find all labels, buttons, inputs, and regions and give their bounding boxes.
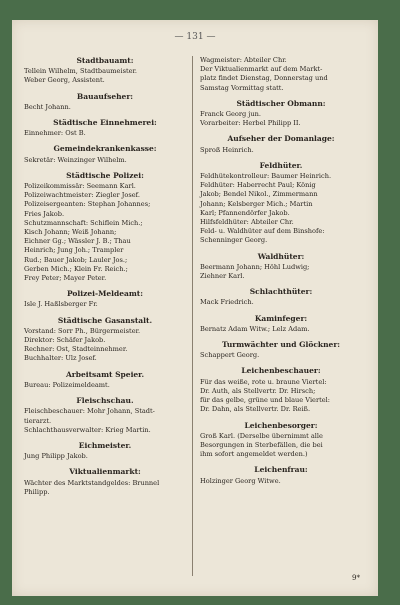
entry-line: Isle J. Haßlsberger Fr. xyxy=(24,300,98,309)
section-heading: Bauaufseher: xyxy=(76,91,134,101)
entry-line: Buchhalter: Ulz Josef. xyxy=(24,354,97,363)
section-heading: Arbeitsamt Speier. xyxy=(65,369,145,379)
entry-line: Dr. Dahn, als Stellvertr. Dr. Reiß. xyxy=(200,405,311,414)
left-column xyxy=(24,56,186,497)
entry-line: Frey Peter; Mayer Peter. xyxy=(24,274,107,283)
entry-line: Ziehner Karl. xyxy=(200,272,245,281)
entry-line: Weber Georg, Assistent. xyxy=(24,76,105,85)
section-heading: Waldhüter: xyxy=(257,251,305,261)
entry-line: Wächter des Marktstandgeldes: Brunnel xyxy=(24,478,160,487)
section-heading: Städtische Einnehmerei: xyxy=(53,118,157,128)
section-heading: Eichmeister. xyxy=(78,440,132,450)
entry-line: Groß Karl. (Derselbe übernimmt alle xyxy=(200,431,323,440)
entry-line: Beermann Johann; Höhl Ludwig; xyxy=(200,262,310,271)
entry-line: Polizeisergeanten: Stephan Johannes; xyxy=(24,200,151,209)
signature-mark: 9* xyxy=(352,574,360,582)
entry-line: Bureau: Polizeimeldeamt. xyxy=(24,380,110,389)
section-heading: Städtischer Obmann: xyxy=(236,98,326,108)
entry-line: Vorstand: Sorr Ph., Bürgermeister. xyxy=(24,326,141,335)
entry-line: Tellein Wilhelm, Stadtbaumeister. xyxy=(24,67,138,76)
entry-line: Jakob; Bendel Nikol., Zimmermann xyxy=(200,190,318,199)
entry-line: Gerben Mich.; Klein Fr. Reich.; xyxy=(24,264,128,273)
entry-line: platz findet Dienstag, Donnerstag und xyxy=(200,74,328,83)
entry-line: Vorarbeiter: Herbel Philipp II. xyxy=(200,119,301,128)
section-heading: Städtische Gasanstalt. xyxy=(57,315,153,325)
entry-line: Eichner Gg.; Wässler J. B.; Thau xyxy=(24,237,131,246)
entry-line: Schutzmannschaft: Schiflein Mich.; xyxy=(24,218,143,227)
entry-line: Dr. Auth, als Stellvertr. Dr. Hirsch; xyxy=(200,386,316,395)
entry-line: Für das weiße, rote u. braune Viertel: xyxy=(200,377,327,386)
right-column xyxy=(200,56,362,486)
section-heading: Polizei-Meldeamt: xyxy=(66,289,144,299)
entry-line: Samstag Vormittag statt. xyxy=(200,83,284,92)
section-heading: Leichenbeschauer: xyxy=(241,366,321,376)
entry-line: Wagmeister: Abteiler Chr. xyxy=(200,56,287,64)
entry-line: Karl; Pfannendörfer Jakob. xyxy=(200,208,290,217)
column-divider xyxy=(192,56,193,576)
entry-line: Fries Jakob. xyxy=(24,209,65,218)
entry-line: Hilfsfeldhüter: Abteiler Chr. xyxy=(200,218,294,227)
entry-line: Rechner: Ost, Stadteinnehmer. xyxy=(24,345,128,354)
section-heading: Gemeindekrankenkasse: xyxy=(53,144,157,154)
entry-line: Feldhüter: Haberrecht Paul; König xyxy=(200,181,316,190)
entry-line: Philipp. xyxy=(24,487,50,496)
entry-line: Franck Georg jun. xyxy=(200,110,261,119)
entry-line: Polizeiwachtmeister: Ziegler Josef. xyxy=(24,191,140,200)
entry-line: Der Viktualienmarkt auf dem Markt- xyxy=(200,65,323,74)
entry-line: Heinrich; Jung Joh.; Trampler xyxy=(24,246,124,255)
section-heading: Städtische Polizei: xyxy=(66,170,144,180)
entry-line: Bernatz Adam Witw.; Lelz Adam. xyxy=(200,324,310,333)
section-heading: Feldhüter. xyxy=(259,160,303,170)
entry-line: Feldhütekontrolleur: Baumer Heinrich. xyxy=(200,172,332,181)
section-heading: Viktualienmarkt: xyxy=(69,467,141,477)
entry-line: Feld- u. Waldhüter auf dem Binshofe: xyxy=(200,227,325,236)
entry-line: Schlachthausverwalter: Krieg Martin. xyxy=(24,425,151,434)
section-heading: Aufseher der Domanlage: xyxy=(227,134,335,144)
entry-line: Fleischbeschauer: Mohr Johann, Stadt- xyxy=(24,407,155,416)
entry-line: Besorgungen in Sterbefällen, die bei xyxy=(200,440,323,449)
section-heading: Kaminfeger: xyxy=(254,313,308,323)
entry-line: Rud.; Bauer Jakob; Lauler Jos.; xyxy=(24,255,128,264)
entry-line: Polizeikommissär: Seemann Karl. xyxy=(24,182,136,191)
entry-line: Einnehmer: Ost B. xyxy=(24,129,86,138)
entry-line: Sekretär: Weinzinger Wilhelm. xyxy=(24,155,127,164)
entry-line: ihm sofort angemeldet werden.) xyxy=(200,450,308,459)
directory-page xyxy=(12,20,378,596)
entry-line: Johann; Kelsberger Mich.; Martin xyxy=(200,199,313,208)
section-heading: Schlachthüter: xyxy=(249,287,313,297)
entry-line: Schenninger Georg. xyxy=(200,236,268,245)
entry-line: Sproß Heinrich. xyxy=(200,145,254,154)
section-heading: Turmwächter und Glöckner: xyxy=(221,340,341,350)
entry-line: Holzinger Georg Witwe. xyxy=(200,476,281,485)
entry-line: Mack Friedrich. xyxy=(200,298,254,307)
section-heading: Stadtbauamt: xyxy=(76,56,134,65)
section-heading: Fleischschau. xyxy=(76,396,134,406)
entry-line: Kisch Johann; Weiß Johann; xyxy=(24,228,117,237)
entry-line: tierarzt. xyxy=(24,416,52,425)
section-heading: Leichenfrau: xyxy=(254,465,308,475)
entry-line: Schappert Georg. xyxy=(200,351,260,360)
page-number: — 131 — xyxy=(174,32,216,42)
entry-line: Becht Johann. xyxy=(24,102,71,111)
entry-line: Direktor: Schäfer Jakob. xyxy=(24,336,106,345)
entry-line: für das gelbe, grüne und blaue Viertel: xyxy=(200,396,330,405)
entry-line: Jung Philipp Jakob. xyxy=(24,452,88,461)
section-heading: Leichenbesorger: xyxy=(244,420,318,430)
